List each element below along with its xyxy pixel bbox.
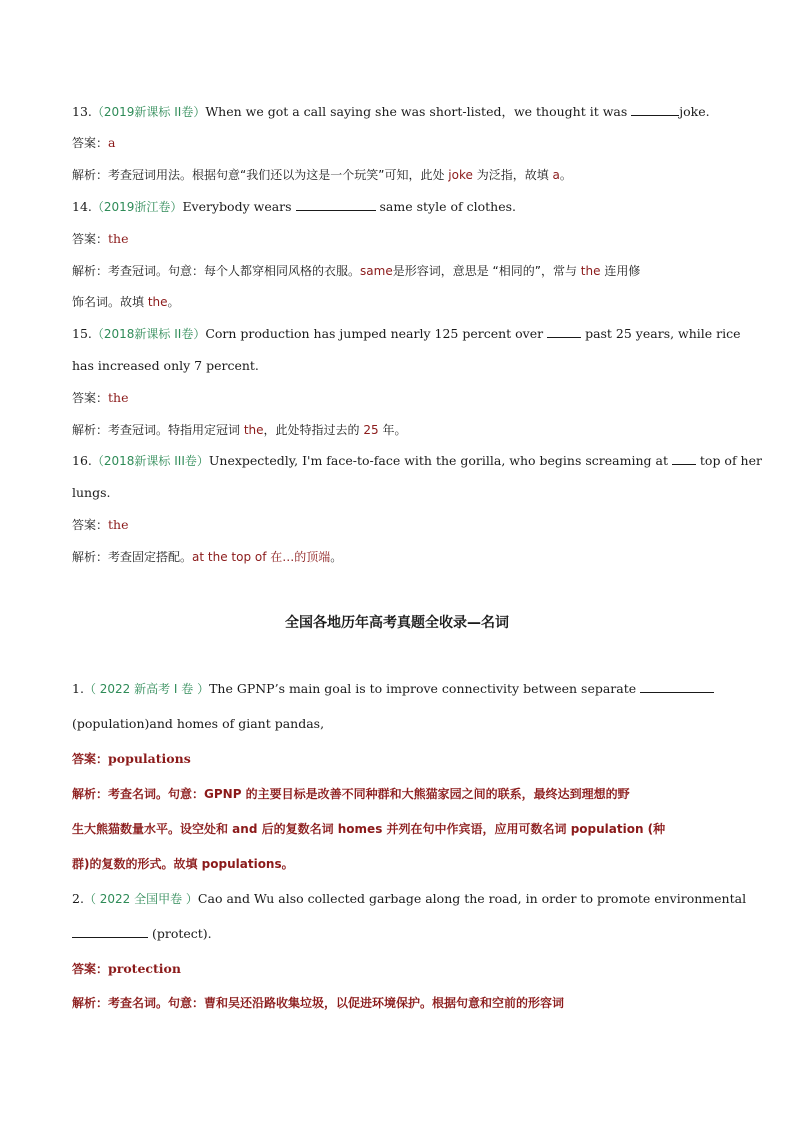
question-number: 15. [72,326,92,341]
question-13 [72,104,722,120]
analysis-keyword: same [360,264,393,278]
analysis-text: 考查冠词用法。根据句意“我们还以为这是一个玩笑”可知，此处 [108,168,449,182]
noun-question-2-cont [72,926,722,942]
answer-blank [672,453,696,465]
analysis-keyword: joke [448,168,473,182]
analysis-text: 连用修 [600,264,641,278]
analysis-text: ，此处特指过去的 [263,423,364,437]
answer-blank [72,926,148,938]
answer-value: populations [108,751,191,766]
answer-label: 答案： [72,136,109,150]
analysis-keyword: a [552,168,560,182]
analysis-text: 考查名词。句意：GPNP 的主要目标是改善不同种群和大熊猫家园之间的联系，最终达到理想的野 [108,787,630,801]
question-text: past 25 years, while rice [581,326,741,341]
analysis-text: 为泛指，故填 [472,168,553,182]
question-text: The GPNP’s main goal is to improve connectivity between separate [209,681,641,696]
question-source: （2018新课标 III卷） [91,454,209,468]
analysis-text: 。 [559,168,572,182]
analysis-keyword: 25 [363,423,379,437]
analysis-label: 解析： [72,550,109,564]
analysis-13 [72,167,722,183]
question-text: lungs. [72,485,111,500]
analysis-text: 。 [330,550,343,564]
noun-answer-2 [72,961,722,977]
question-text: top of her [695,453,762,468]
analysis-text: 考查名词。句意：曹和吴还沿路收集垃圾，以促进环境保护。根据句意和空前的形容词 [108,996,565,1010]
analysis-text: 考查冠词。特指用定冠词 [108,423,244,437]
question-source: （2019浙江卷） [91,200,183,214]
question-source: （2018新课标 II卷） [91,327,206,341]
answer-blank [640,681,714,693]
question-15 [72,326,741,342]
answer-blank [296,199,376,211]
analysis-text: 生大熊猫数量水平。设空处和 and 后的复数名词 homes 并列在句中作宾语，应用可数名词 population (种 [72,822,666,836]
question-16 [72,453,762,469]
answer-15 [72,390,722,406]
question-15-cont [72,358,722,374]
analysis-label: 解析： [72,264,109,278]
question-14 [72,199,722,215]
question-16-cont [72,485,722,501]
answer-label: 答案： [72,752,109,766]
analysis-text: 考查冠词。句意：每个人都穿相同风格的衣服。 [108,264,361,278]
analysis-label: 解析： [72,168,109,182]
analysis-15 [72,422,722,438]
analysis-keyword: at the top of 在…的顶端 [192,550,331,564]
analysis-text: 是形容词，意思是 “相同的”，常与 [392,264,581,278]
analysis-text: 。 [167,295,180,309]
analysis-label: 解析： [72,996,109,1010]
question-source: （ 2022 新高考 I 卷 ） [83,682,210,696]
question-number: 2. [72,891,84,906]
noun-question-2 [72,891,747,907]
noun-answer-1 [72,751,722,767]
analysis-label: 解析： [72,423,109,437]
question-text: (protect). [148,926,212,941]
noun-analysis-1-line3 [72,856,722,872]
analysis-keyword: the [147,295,168,309]
question-text: joke. [679,104,710,119]
answer-value: the [108,517,129,532]
question-text: (population)and homes of giant pandas, [72,716,325,731]
analysis-keyword: the [580,264,601,278]
question-text: Corn production has jumped nearly 125 percent over [205,326,548,341]
answer-blank [547,326,581,338]
question-source: （ 2022 全国甲卷 ） [83,892,198,906]
answer-label: 答案： [72,962,109,976]
noun-analysis-2 [72,995,722,1011]
question-number: 13. [72,104,92,119]
question-text: When we got a call saying she was short-listed，we thought it was [205,104,632,119]
noun-analysis-1 [72,786,722,802]
question-number: 16. [72,453,92,468]
answer-label: 答案： [72,391,109,405]
question-text: has increased only 7 percent. [72,358,259,373]
question-text: Unexpectedly, I'm face-to-face with the gorilla, who begins screaming at [208,453,672,468]
analysis-14 [72,263,722,279]
answer-value: protection [108,961,181,976]
answer-value: the [108,390,129,405]
section-title: 全国各地历年高考真题全收录—名词 [285,615,509,631]
answer-value: a [108,135,116,150]
question-text: same style of clothes. [375,199,516,214]
analysis-text: 饰名词。故填 [72,295,148,309]
answer-label: 答案： [72,232,109,246]
answer-value: the [108,231,129,246]
answer-blank [631,104,679,116]
noun-analysis-1-line2 [72,821,722,837]
analysis-14-cont [72,294,722,310]
question-number: 14. [72,199,92,214]
question-number: 1. [72,681,84,696]
analysis-16 [72,549,722,565]
analysis-keyword: the [243,423,264,437]
answer-14 [72,231,722,247]
question-source: （2019新课标 II卷） [91,105,206,119]
analysis-label: 解析： [72,787,109,801]
question-text: Cao and Wu also collected garbage along the road, in order to promote environmental [197,891,747,906]
analysis-text: 年。 [378,423,407,437]
answer-label: 答案： [72,518,109,532]
analysis-text: 考查固定搭配。 [108,550,193,564]
question-text: Everybody wears [182,199,296,214]
answer-13 [72,135,722,151]
analysis-text: 群)的复数的形式。故填 populations。 [72,857,294,871]
answer-16 [72,517,722,533]
noun-question-1-cont [72,716,722,732]
noun-question-1 [72,681,722,697]
